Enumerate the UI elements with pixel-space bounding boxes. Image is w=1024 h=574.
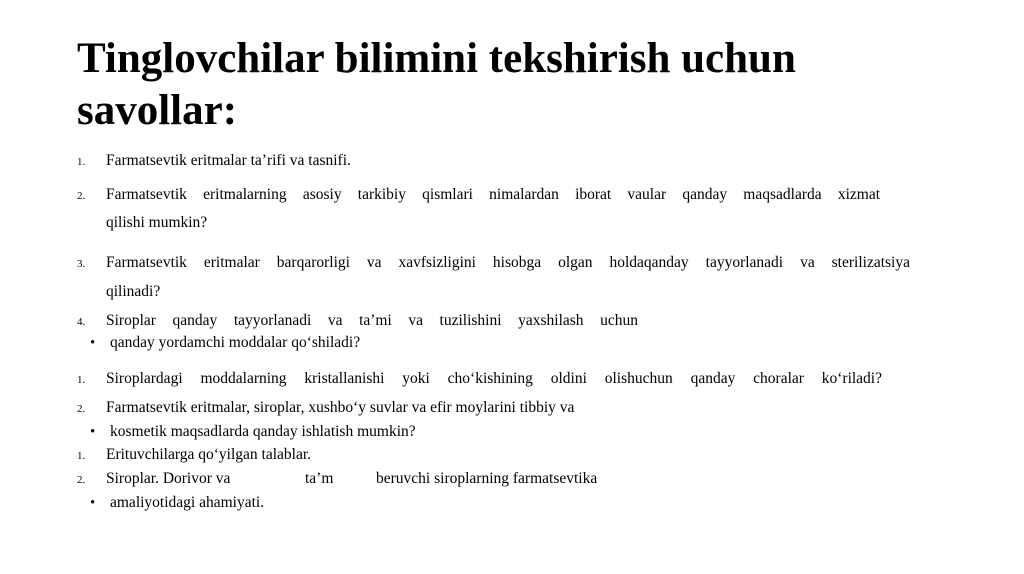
list-bullet: • xyxy=(90,495,96,511)
list-item-text: amaliyotidagi ahamiyati. xyxy=(110,494,265,511)
list-item-text: Siroplar. Dorivor va xyxy=(106,470,231,487)
list-item-text: Farmatsevtik eritmalar ta’rifi va tasnifi. xyxy=(106,152,351,169)
list-item-text: qilinadi? xyxy=(106,283,161,300)
list-item-text: ta’m xyxy=(305,470,334,487)
list-item-text: beruvchi siroplarning farmatsevtika xyxy=(376,470,598,487)
list-marker: 2. xyxy=(77,474,86,486)
slide-title xyxy=(77,33,977,137)
list-item-text: qilishi mumkin? xyxy=(106,214,208,231)
list-bullet: • xyxy=(90,424,96,440)
list-item-text: kosmetik maqsadlarda qanday ishlatish mumkin? xyxy=(110,423,416,440)
list-item-text: Siroplar qanday tayyorlanadi va ta’mi va tuzilishini yaxshilash uchun xyxy=(106,312,638,329)
list-item-text: Farmatsevtik eritmalar barqarorligi va xavfsizligini hisobga olgan holdaqanday tayyorlanadi va sterilizatsiya xyxy=(106,254,910,271)
list-marker: 1. xyxy=(77,156,86,168)
slide-title-line-1: Tinglovchilar bilimini tekshirish uchun xyxy=(77,35,796,82)
list-item-text: Farmatsevtik eritmalarning asosiy tarkibiy qismlari nimalardan iborat vaular qanday maqsadlarda xizmat xyxy=(106,186,880,203)
list-item-text: Siroplardagi moddalarning kristallanishi yoki cho‘kishining oldini olishuchun qanday choralar ko‘riladi? xyxy=(106,370,882,387)
list-marker: 1. xyxy=(77,450,86,462)
slide-title-line-2: savollar: xyxy=(77,87,238,134)
list-marker: 1. xyxy=(77,374,86,386)
list-marker: 2. xyxy=(77,190,86,202)
list-marker: 3. xyxy=(77,258,86,270)
list-item-text: Farmatsevtik eritmalar, siroplar, xushbo‘y suvlar va efir moylarini tibbiy va xyxy=(106,399,575,416)
list-bullet: • xyxy=(90,335,96,351)
list-marker: 2. xyxy=(77,403,86,415)
list-item-text: qanday yordamchi moddalar qo‘shiladi? xyxy=(110,334,361,351)
list-marker: 4. xyxy=(77,316,86,328)
list-item-text: Erituvchilarga qo‘yilgan talablar. xyxy=(106,446,312,463)
